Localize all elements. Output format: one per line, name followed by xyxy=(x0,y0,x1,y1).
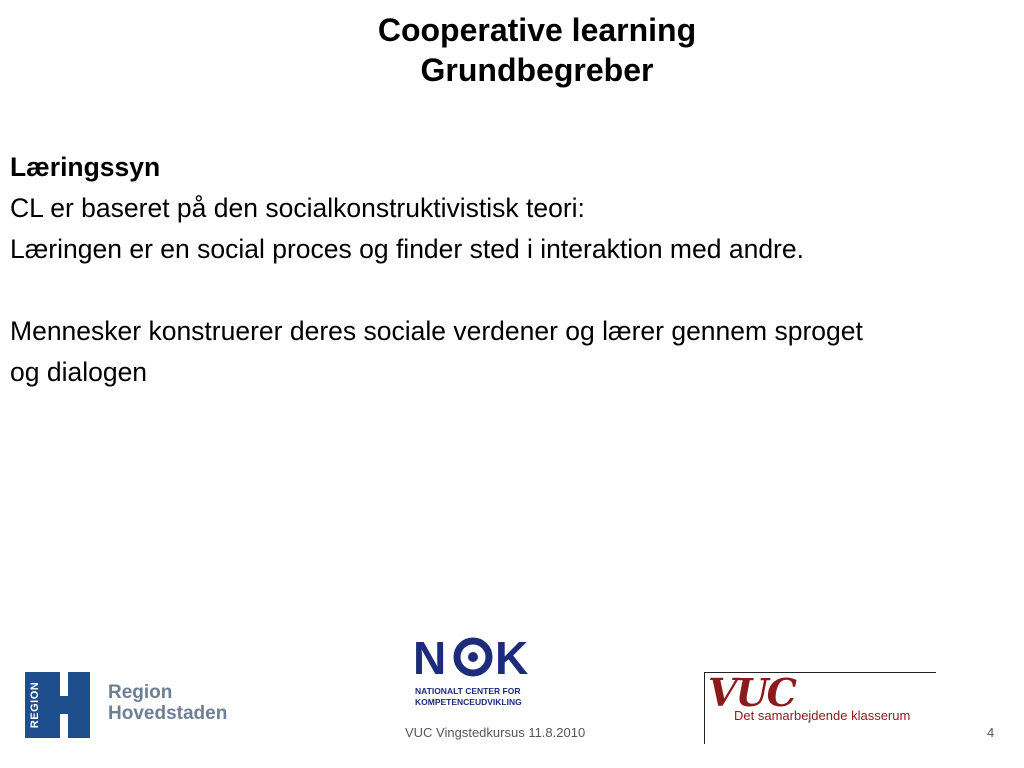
nck-logo xyxy=(413,632,543,712)
region-word-1: Region xyxy=(108,682,173,703)
paragraph-gap xyxy=(10,270,1020,311)
vuc-left-rule xyxy=(704,672,705,744)
slide-title xyxy=(0,10,1024,90)
vuc-logo xyxy=(704,672,936,744)
nck-sub-2: KOMPETENCEUDVIKLING xyxy=(415,697,522,707)
slide-body xyxy=(10,147,1020,393)
region-word-2: Hovedstaden xyxy=(108,703,228,724)
body-line-2: Læringen er en social proces og finder sted i interaktion med andre. xyxy=(10,234,804,264)
nck-mark-icon xyxy=(413,632,537,680)
nck-letters xyxy=(413,632,537,690)
region-vertical-text: REGION xyxy=(29,681,41,729)
body-line-1: CL er baseret på den socialkonstruktivistisk teori: xyxy=(10,193,585,223)
nck-sub-1: NATIONALT CENTER FOR xyxy=(415,686,521,696)
body-line-3: Mennesker konstruerer deres sociale verdener og lærer gennem sproget xyxy=(10,316,863,346)
body-line-4: og dialogen xyxy=(10,357,148,387)
title-line-1: Cooperative learning xyxy=(377,12,697,48)
page-number: 4 xyxy=(987,725,995,740)
title-line-2: Grundbegreber xyxy=(420,52,654,88)
section-heading: Læringssyn xyxy=(10,152,161,182)
region-wordmark xyxy=(108,682,227,724)
svg-text:N: N xyxy=(413,632,448,680)
vuc-tagline: Det samarbejdende klasserum xyxy=(734,708,911,723)
vuc-mark: VUC xyxy=(708,670,795,715)
nck-subtitle xyxy=(415,686,522,708)
footer-text: VUC Vingstedkursus 11.8.2010 xyxy=(405,725,586,740)
svg-text:K: K xyxy=(495,632,530,680)
region-hovedstaden-logo xyxy=(25,672,245,740)
